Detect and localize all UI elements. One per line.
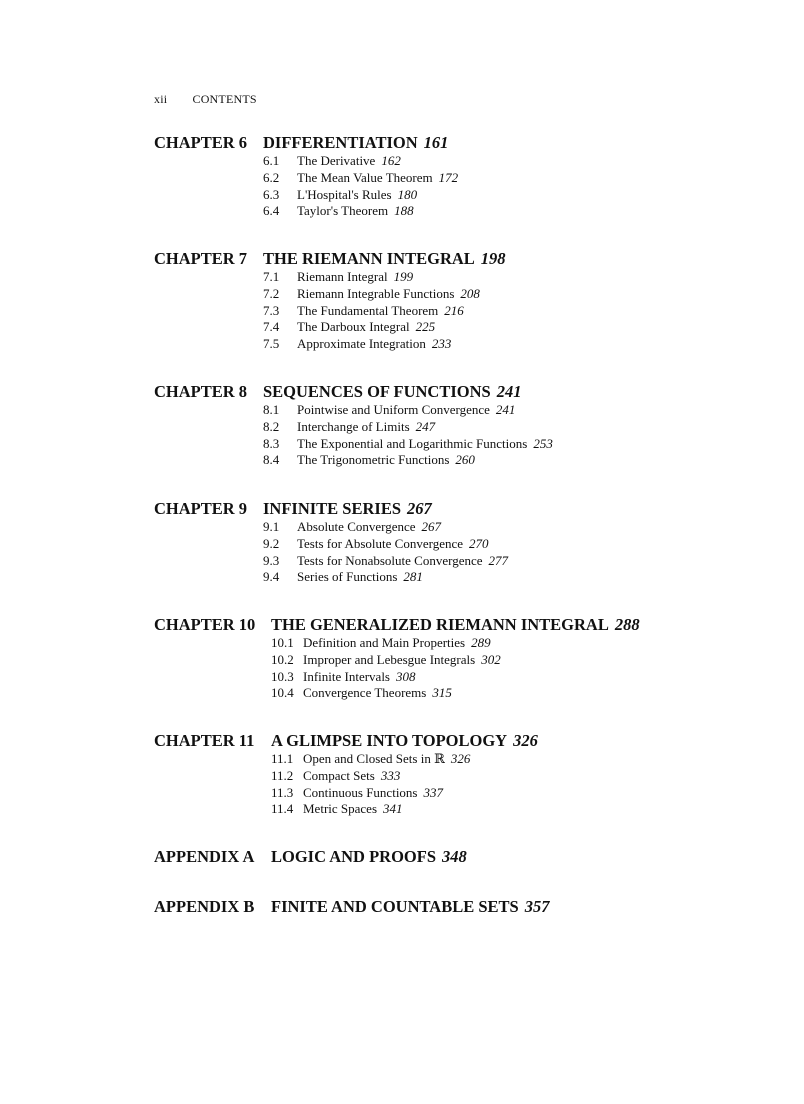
section-entry[interactable] xyxy=(263,553,774,570)
section-page: 241 xyxy=(495,402,516,417)
section-entry[interactable] xyxy=(263,536,774,553)
section-title: The Darboux Integral xyxy=(297,319,410,335)
section-entry[interactable] xyxy=(263,303,774,320)
section-number: 6.1 xyxy=(263,153,280,168)
section-list xyxy=(271,751,774,818)
section-page: 180 xyxy=(397,186,418,202)
chapter-page: 161 xyxy=(423,133,449,152)
section-number: 8.2 xyxy=(263,418,280,434)
appendix-entry xyxy=(154,847,774,867)
chapter-title: A GLIMPSE INTO TOPOLOGY xyxy=(271,731,508,750)
section-entry[interactable] xyxy=(263,170,774,187)
section-page: 326 xyxy=(450,751,471,766)
section-title: Pointwise and Uniform Convergence xyxy=(297,402,490,417)
section-title: Tests for Nonabsolute Convergence xyxy=(297,552,483,568)
chapter-page: 326 xyxy=(513,731,538,750)
section-entry[interactable] xyxy=(271,801,774,818)
section-title: The Mean Value Theorem xyxy=(297,169,433,185)
section-number: 6.3 xyxy=(263,186,280,202)
section-page: 188 xyxy=(394,203,414,219)
section-entry[interactable] xyxy=(263,269,774,286)
section-page: 225 xyxy=(415,319,436,335)
section-entry[interactable] xyxy=(263,319,774,336)
chapter-entry xyxy=(154,499,774,586)
section-page: 199 xyxy=(393,269,414,284)
section-entry[interactable] xyxy=(263,187,774,204)
chapter-title: THE GENERALIZED RIEMANN INTEGRAL xyxy=(271,615,609,634)
section-number: 8.1 xyxy=(263,402,280,417)
chapter-title: INFINITE SERIES xyxy=(263,499,402,518)
section-list xyxy=(263,269,774,353)
chapter-heading[interactable] xyxy=(154,615,774,635)
section-title: Tests for Absolute Convergence xyxy=(297,535,464,551)
section-page: 277 xyxy=(488,552,508,568)
appendix-heading[interactable] xyxy=(154,847,774,867)
section-title: Definition and Main Properties xyxy=(303,635,466,650)
chapter-label: CHAPTER 9 xyxy=(154,499,248,518)
section-page: 253 xyxy=(533,435,553,451)
section-number: 6.4 xyxy=(263,203,280,219)
section-number: 7.1 xyxy=(263,269,280,284)
chapter-heading[interactable] xyxy=(154,382,774,402)
section-title: Improper and Lebesgue Integrals xyxy=(303,651,476,667)
section-page: 162 xyxy=(381,153,401,168)
section-entry[interactable] xyxy=(263,286,774,303)
section-number: 10.4 xyxy=(271,685,294,701)
chapter-entry xyxy=(154,615,774,702)
chapter-title: SEQUENCES OF FUNCTIONS xyxy=(263,382,491,401)
section-title: Continuous Functions xyxy=(303,784,418,800)
section-entry[interactable] xyxy=(271,751,774,768)
section-title: Interchange of Limits xyxy=(297,418,410,434)
chapter-page: 267 xyxy=(407,499,432,518)
section-entry[interactable] xyxy=(263,203,774,220)
section-title: Riemann Integrable Functions xyxy=(297,285,455,301)
chapter-heading[interactable] xyxy=(154,731,774,751)
section-list xyxy=(263,519,774,586)
section-number: 11.1 xyxy=(271,751,294,766)
section-number: 7.5 xyxy=(263,336,280,352)
section-number: 11.2 xyxy=(271,767,294,783)
section-number: 9.4 xyxy=(263,569,280,585)
chapter-title: THE RIEMANN INTEGRAL xyxy=(263,249,475,268)
section-title: The Derivative xyxy=(297,153,376,168)
section-number: 8.3 xyxy=(263,435,280,451)
section-entry[interactable] xyxy=(263,519,774,536)
section-number: 7.4 xyxy=(263,319,280,335)
section-list xyxy=(263,153,774,220)
section-title: Taylor's Theorem xyxy=(297,203,389,219)
chapter-page: 241 xyxy=(496,382,522,401)
section-page: 267 xyxy=(421,519,442,534)
chapter-entry xyxy=(154,731,774,818)
section-entry[interactable] xyxy=(271,768,774,785)
section-title: Open and Closed Sets in ℝ xyxy=(303,751,445,766)
section-number: 10.1 xyxy=(271,635,294,650)
section-page: 270 xyxy=(469,535,489,551)
section-page: 172 xyxy=(438,169,459,185)
section-title: Absolute Convergence xyxy=(297,519,416,534)
section-title: Compact Sets xyxy=(303,767,375,783)
appendix-heading[interactable] xyxy=(154,897,774,917)
chapter-label: CHAPTER 10 xyxy=(154,615,256,634)
section-number: 9.2 xyxy=(263,535,280,551)
section-entry[interactable] xyxy=(263,153,774,170)
section-number: 7.3 xyxy=(263,302,280,318)
appendix-page: 357 xyxy=(524,897,550,916)
section-title: Metric Spaces xyxy=(303,801,378,817)
chapter-heading[interactable] xyxy=(154,133,774,153)
section-page: 281 xyxy=(403,569,423,585)
section-page: 341 xyxy=(383,801,403,817)
chapter-entry xyxy=(154,133,774,220)
section-entry[interactable] xyxy=(271,635,774,652)
chapter-heading[interactable] xyxy=(154,249,774,269)
chapter-label: CHAPTER 8 xyxy=(154,382,248,401)
section-entry[interactable] xyxy=(263,436,774,453)
section-page: 302 xyxy=(481,651,501,667)
section-page: 247 xyxy=(415,418,436,434)
appendix-entry xyxy=(154,897,774,917)
section-title: The Exponential and Logarithmic Functions xyxy=(297,435,528,451)
section-entry[interactable] xyxy=(263,452,774,469)
section-entry[interactable] xyxy=(263,569,774,586)
chapter-label: CHAPTER 6 xyxy=(154,133,248,152)
running-head xyxy=(154,92,257,107)
section-number: 10.2 xyxy=(271,651,294,667)
section-page: 333 xyxy=(380,767,401,783)
chapter-label: CHAPTER 11 xyxy=(154,731,255,750)
section-entry[interactable] xyxy=(271,669,774,686)
section-number: 6.2 xyxy=(263,169,280,185)
appendix-title: LOGIC AND PROOFS xyxy=(271,847,437,866)
section-page: 337 xyxy=(423,784,443,800)
chapter-entry xyxy=(154,249,774,353)
appendix-page: 348 xyxy=(442,847,467,866)
running-head-title: CONTENTS xyxy=(192,92,257,106)
section-number: 8.4 xyxy=(263,452,280,468)
section-number: 9.3 xyxy=(263,552,280,568)
section-entry[interactable] xyxy=(263,419,774,436)
section-page: 216 xyxy=(444,302,464,318)
section-page: 260 xyxy=(455,452,475,468)
section-number: 10.3 xyxy=(271,668,294,684)
section-title: Series of Functions xyxy=(297,569,398,585)
chapter-label: CHAPTER 7 xyxy=(154,249,248,268)
section-entry[interactable] xyxy=(263,402,774,419)
chapter-page: 198 xyxy=(480,249,506,268)
section-page: 208 xyxy=(460,285,480,301)
section-entry[interactable] xyxy=(271,685,774,702)
section-entry[interactable] xyxy=(271,652,774,669)
appendix-label: APPENDIX B xyxy=(154,897,255,916)
section-number: 11.3 xyxy=(271,784,294,800)
appendix-label: APPENDIX A xyxy=(154,847,255,866)
appendix-title: FINITE AND COUNTABLE SETS xyxy=(271,897,519,916)
section-title: Infinite Intervals xyxy=(303,668,390,684)
section-entry[interactable] xyxy=(263,336,774,353)
section-number: 9.1 xyxy=(263,519,280,534)
section-page: 289 xyxy=(471,635,491,650)
section-list xyxy=(263,402,774,469)
section-number: 11.4 xyxy=(271,801,294,817)
section-page: 308 xyxy=(396,668,416,684)
section-list xyxy=(271,635,774,702)
section-page: 315 xyxy=(432,685,452,701)
page-number: xii xyxy=(154,92,168,106)
section-entry[interactable] xyxy=(271,785,774,802)
section-page: 233 xyxy=(431,336,452,352)
section-title: L'Hospital's Rules xyxy=(297,186,392,202)
section-title: The Fundamental Theorem xyxy=(297,302,439,318)
section-title: The Trigonometric Functions xyxy=(297,452,450,468)
chapter-entry xyxy=(154,382,774,469)
section-title: Approximate Integration xyxy=(297,336,426,352)
chapter-title: DIFFERENTIATION xyxy=(263,133,418,152)
chapter-heading[interactable] xyxy=(154,499,774,519)
section-title: Riemann Integral xyxy=(297,269,388,284)
section-title: Convergence Theorems xyxy=(303,685,427,701)
chapter-page: 288 xyxy=(614,615,640,634)
section-number: 7.2 xyxy=(263,285,280,301)
